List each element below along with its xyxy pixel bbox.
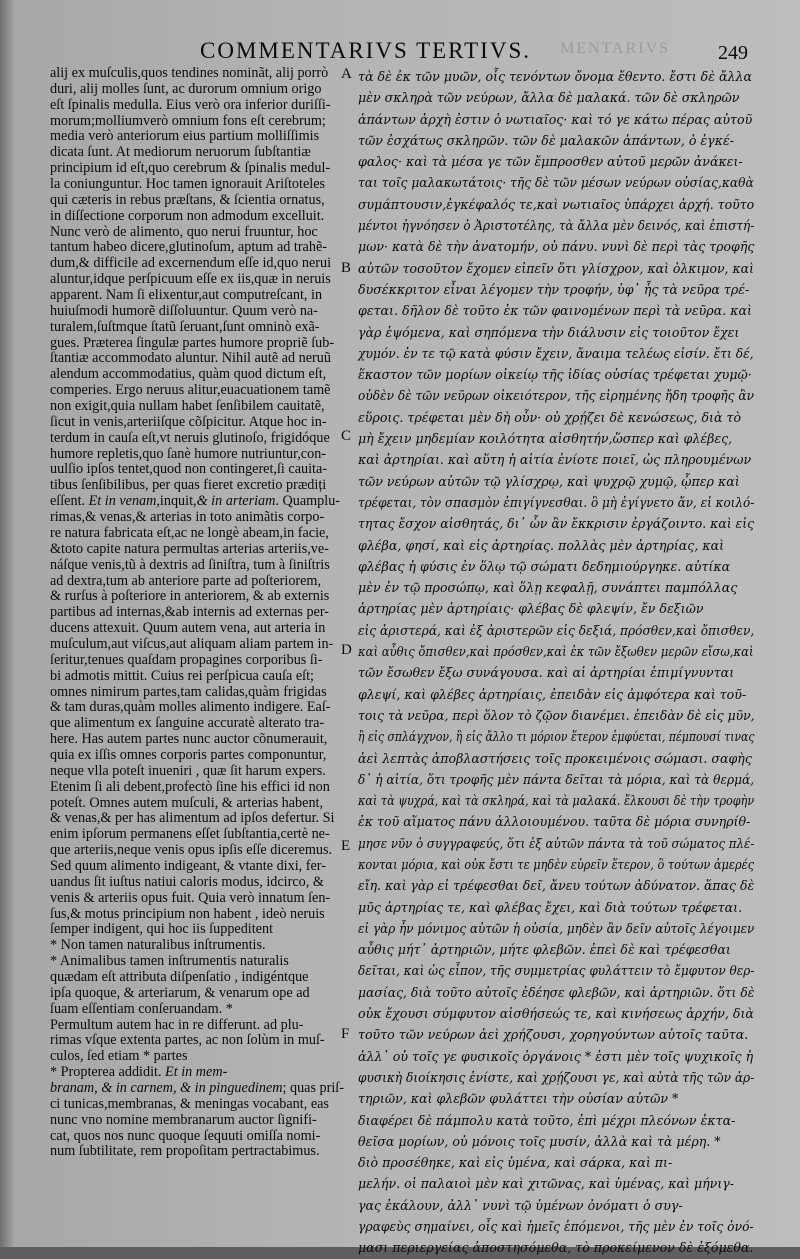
- latin-line: ſicut in venis,arteriiſque cõſpicitur. Atque hoc in-: [50, 413, 327, 430]
- latin-line: tantum habeo dicere,glutinoſum, aptum ad trahẽ-: [50, 239, 327, 256]
- latin-line: quia ex iſſis omnes corporis partes componuntur,: [50, 746, 327, 763]
- greek-line: δεῖται, καὶ ὡς εἶπον, τῆς συμμετρίας φυλάττειν τὸ ἔμφυτον θερ-: [358, 963, 755, 979]
- latin-line: * Non tamen naturalibus inſtrumentis.: [50, 937, 266, 954]
- greek-line: καὶ ἀρτηρίαι. καὶ αὕτη ἡ αἰτία ἐνίοτε ποιεῖ, ὡς πληρουμένων: [358, 452, 752, 468]
- latin-line: enim ipſorum permanens eſſet ſubſtantia,certè ne-: [50, 826, 330, 843]
- latin-line: ſtantiæ accommodato aluntur. Nihil autẽ ad neruũ: [50, 350, 331, 367]
- latin-line: ſus,& motus principium non habent , ideò neruis: [50, 905, 325, 922]
- greek-line: μέντοι ἠγνόησεν ὁ Ἀριστοτέλης, τὰ ἄλλα μὲν δεινός, καὶ ἐπιστή-: [358, 218, 755, 234]
- greek-line: δυσέκκριτον εἶναι λέγομεν τὴν τροφήν, ὑφ᾽ ἧς τὰ νεῦρα τρέ-: [358, 281, 750, 297]
- greek-line: μὲν ἐν τῷ προσώπῳ, καὶ ὅλῃ κεφαλῇ, συνάπτει παμπόλλας: [358, 580, 738, 596]
- latin-line: & rurſus à poſteriore in anteriorem, & ab externis: [50, 588, 330, 605]
- greek-line: μησε νῦν ὁ συγγραφεύς, ὅτι ἐξ αὐτῶν πάντα τὰ τοῦ σώματος πλέ-: [358, 835, 755, 851]
- greek-line: φλεψί, καὶ φλέβες ἀρτηρίαις, ἐπειδὰν εἰς ἀμφότερα καὶ τοῦ-: [358, 686, 747, 702]
- greek-line: εἰ γὰρ ἦν μόνιμος αὐτῶν ἡ οὐσία, μηδὲν ἂν δεῖν αὐτοῖς λέγοιμεν: [358, 920, 755, 936]
- greek-line: τῶν ἐσχάτως σκληρῶν. τῶν δὲ μαλακῶν ἁπάντων, ὁ ἐγκέ-: [358, 132, 734, 148]
- latin-line: num ſubtilitate, rem propoſitam pertractabimus.: [50, 1143, 320, 1160]
- greek-line: ἀρτηρίας μὲν ἀρτηρίαις· φλέβας δὲ φλεψίν, ἔν δεξιῶν: [358, 601, 704, 617]
- greek-line: θεῖσα μορίων, οὐ μόνοις τοῖς μυσίν, ἀλλὰ καὶ τὰ μέρη. *: [358, 1133, 721, 1149]
- latin-line: muſculum,aut viſcus,aut aliquam aliam partem in-: [50, 635, 334, 652]
- latin-line: branam, & in carnem, & in pinguedinem; quas priſ-: [50, 1080, 344, 1096]
- greek-line: φλέβα, φησί, καὶ εἰς ἀρτηρίας. πολλὰς μὲν ἀρτηρίας, καὶ: [358, 537, 725, 553]
- greek-line: οὐδὲν δὲ τῶν νεῦρων οἰκειότερον, τῆς εἰρημένης ἤδη τροφῆς ἂν: [358, 388, 754, 404]
- latin-line: in diſſectione corporum non admodum excelluit.: [50, 207, 325, 224]
- margin-letter: E: [341, 838, 351, 854]
- greek-line: μῦς ἀρτηρίας τε, καὶ φλέβας ἔχει, καὶ διὰ τούτων τρέφεται.: [358, 899, 743, 915]
- latin-line: ſemper indigent, qui hoc iis ſuppeditent: [50, 921, 274, 938]
- latin-line: bi admotis mittit. Cuius rei perſpicua cauſa eſt;: [50, 667, 314, 684]
- greek-line: ἐκ τοῦ αἵματος πάνυ ἀλλοιουμένου. ταῦτα δὲ μόρια συνηρίθ-: [358, 814, 751, 830]
- greek-line: διαφέρει δὲ πάμπολυ κατὰ τοῦτο, ἐπὶ μέχρι πλεόνων ἐκτα-: [358, 1112, 736, 1128]
- greek-line: εἰς ἀριστερά, καὶ ἐξ ἀριστερῶν εἰς δεξιά, πρόσθεν,καὶ ὄπισθεν,: [358, 622, 755, 638]
- latin-line: tibus ſenſibilibus, per quas fieret excretio prædiți: [50, 477, 327, 494]
- latin-line: eſſent. Et in venam,inquit,& in arteriam. Quamplu-: [50, 493, 341, 510]
- greek-line: μασι περιεργείας ἀποστησόμεθα, τὸ προκείμενον δὲ ἐξόμεθα.: [358, 1240, 754, 1256]
- latin-line: náſque venis,tũ à dextris ad ſiniſtra, tum à ſiniſtris: [50, 556, 330, 573]
- greek-line: ται τοῖς μαλακωτάτοις· τῆς δὲ τῶν μέσων νεύρων οὐσίας,καθὰ: [358, 175, 754, 191]
- greek-text-column: [358, 66, 756, 1256]
- greek-line: εὕροις. τρέφεται μὲν δὴ οὖν· οὐ χρῄζει δὲ κενώσεως, διὰ τὸ: [358, 409, 742, 425]
- greek-line: ἁπάντων ἀρχὴ ἐστιν ὁ νωτιαῖος· καὶ τό γε κάτω πέρας αὐτοῦ: [358, 111, 753, 127]
- latin-line: morum;molliumverò omnium fons eſt cerebrum;: [50, 112, 326, 129]
- greek-line: φαλος· καὶ τὰ μέσα γε τῶν ἔμπροσθεν αὐτοῦ μερῶν ἀνάκει-: [358, 154, 743, 170]
- margin-letter: A: [341, 66, 352, 82]
- latin-line: terdum in cauſa eſt,vt neruis glutinoſo, frigidóque: [50, 429, 330, 446]
- latin-line: culos, ſed etiam * partes: [50, 1048, 188, 1065]
- greek-line: μων· κατὰ δὲ τὴν ἀνατομήν, οὐ πάνυ. νυνὶ δὲ περὶ τὰς τροφῆς: [358, 239, 755, 255]
- latin-line: partibus ad internas,&ab internis ad externas per-: [50, 604, 330, 621]
- greek-line: τῶν νεύρων αὐτῶν τῷ γλίσχρῳ, καὶ ψυχρῷ χυμῷ, ᾧπερ καὶ: [358, 473, 740, 489]
- greek-line: τητας ἔσχον αἰσθητάς, δι᾽ ὧν ἂν ἔκκρισιν ἐργάζοιντο. καὶ εἰς: [358, 516, 755, 532]
- latin-line: non exigit,quia nullam habet ſenſibilem cauitatẽ,: [50, 398, 325, 415]
- latin-line: venis & arteriis opus fuit. Quia verò innatum ſen-: [50, 889, 331, 906]
- greek-line: τοῦτο τῶν νεύρων ἀεὶ χρήζουσι, χορηγούντων αὐτοῖς ταῦτα.: [358, 1027, 749, 1043]
- greek-line: μελήν. οἱ παλαιοὶ μὲν καὶ χιτῶνας, καὶ ὑμένας, καὶ μήνιγ-: [358, 1176, 735, 1192]
- latin-line: uandus ſit iuſtus natiui caloris modus, idcirco, &: [50, 873, 324, 890]
- page-header: [0, 38, 800, 68]
- greek-line: γὰρ ἑψόμενα, καὶ σηπόμενα τὴν διάλυσιν εἰς τοιοῦτον ἔχει: [358, 324, 740, 340]
- latin-line: que alimentum ex ſanguine accuratè alterato tra-: [50, 715, 325, 732]
- latin-line: Etenim ſi ali debent,profectò ſine his effici id non: [50, 778, 330, 795]
- greek-line: ἢ εἰς σπλάγχνον, ἢ εἰς ἄλλο τι μόριον ἕτερον ἐμφύεται, πέμπουσί τινας: [358, 729, 755, 745]
- latin-line: & tam duras,quàm molles alimento indigere. Eaſ-: [50, 699, 331, 716]
- latin-line: huiuſmodi humorẽ diſſoluuntur. Quum verò na-: [50, 302, 318, 319]
- latin-line: ipſa quoque, & arteriarum, & venarum ope ad: [50, 984, 310, 1001]
- latin-line: Permultum autem hac in re differunt. ad plu-: [50, 1016, 304, 1033]
- latin-line: ſuam eſſentiam conſeruandam. *: [50, 1000, 233, 1017]
- latin-line: turalem,ſuſtmque ſtatũ ſeruant,ſunt omninò exã-: [50, 318, 320, 335]
- latin-line: eſt ſpinalis medulla. Eius verò ora inferior duriſſi-: [50, 96, 331, 113]
- margin-letter: D: [341, 642, 352, 658]
- latin-line: Nunc verò de alimento, quo nerui fruuntur, hoc: [50, 223, 318, 240]
- greek-line: κονται μόρια, καὶ οὐκ ἔστι τε μηδὲν εὑρεῖν ἕτερον, ὃ τούτων ἀμερές: [358, 856, 755, 872]
- latin-line: alendum accommodatius, quàm quod dictum eſt,: [50, 366, 327, 383]
- greek-line: γραφεὺς σημαίνει, οἷς καὶ ἡμεῖς ἑπόμενοι, τῆς μὲν ἐν τοῖς ὀνό-: [358, 1219, 754, 1235]
- latin-line: * Propterea addidit. Et in mem-: [50, 1064, 228, 1081]
- greek-line: τηριῶν, καὶ φλεβῶν φυλάττει τὴν οὐσίαν αὐτῶν *: [358, 1091, 679, 1107]
- greek-line: οὐκ ἔχουσι σύμφυτον αἰσθήσεώς τε, καὶ κινήσεως ἀρχήν, διὰ: [358, 1006, 754, 1022]
- page-number: 249: [718, 42, 748, 64]
- latin-line: Sed quum alimento indigeant, & vtante dixi, fer-: [50, 857, 326, 874]
- greek-line: διὸ προσέθηκε, καὶ εἰς ὑμένα, καὶ σάρκα, καὶ πι-: [358, 1155, 673, 1171]
- margin-letter: B: [341, 260, 352, 276]
- greek-line: τὰ δὲ ἐκ τῶν μυῶν, οἷς τενόντων ὄνομα ἔθεντο. ἔστι δὲ ἄλλα: [358, 69, 752, 84]
- latin-line: &toto capite natura permultas arterias arteriis,ve-: [50, 540, 329, 557]
- greek-line: ἀλλ᾽ οὐ τοῖς γε φυσικοῖς ὀργάνοις * ἐστι μὲν τοῖς ψυχικοῖς ἡ: [358, 1048, 754, 1064]
- latin-line: rimas vſque extenta partes, ac non ſolùm in muſ-: [50, 1032, 325, 1049]
- greek-line: φλέβας ἡ φύσις ἐν ὅλῳ τῷ σώματι δεδημιούργηκε. αὐτίκα: [358, 558, 731, 574]
- latin-line: principium id eſt,quo cerebrum & ſpinalis medul-: [50, 160, 331, 177]
- latin-line: re natura fabricata eſt,ac ne longè abeam,in facie,: [50, 524, 329, 541]
- latin-line: quædam eſt attributa diſpenſatio , indigéntque: [50, 968, 309, 985]
- latin-line: qui cæteris in rebus præſtans, & ſcientia ornatus,: [50, 191, 325, 208]
- greek-line: γας ἐκάλουν, ἀλλ᾽ νυνὶ τῷ ὑμένων ὀνόματι ὁ συγ-: [358, 1197, 683, 1213]
- latin-line: alij ex muſculis,quos tendines nominãt, alij porrò: [50, 65, 329, 81]
- latin-line: here. Has autem partes nunc auctor cõnumerauit,: [50, 731, 328, 748]
- latin-line: poteſt. Omnes autem muſculi, & arterias habent,: [50, 794, 324, 811]
- latin-line: ci tunicas,membranas, & meningas vocabant, eas: [50, 1095, 329, 1112]
- latin-line: & venas,& per has alimentum ad ipſos defertur. Si: [50, 810, 335, 827]
- greek-line: τῶν ἔσωθεν ἔξω συνάγουσα. καὶ αἱ ἀρτηρίαι ἐπιμίγνυνται: [358, 665, 735, 681]
- latin-line: apparent. Nam ſi elixentur,aut computreſcant, in: [50, 287, 323, 304]
- greek-line: χυμόν. ἐν τε τῷ κατὰ φύσιν ἔχειν, ἄναιμα τελέως εἰσίν. ἔτι δέ,: [358, 345, 754, 361]
- latin-line: uulſio ipſos tentet,quod non contingeret,ſi cauita-: [50, 461, 327, 478]
- greek-line: ἕκαστον τῶν μορίων οἰκείῳ τῆς ἰδίας οὐσίας τρέφεται χυμῷ·: [358, 367, 752, 383]
- latin-line: media verò anteriorum eius partium molliſſimis: [50, 128, 320, 145]
- greek-line: μὴ ἔχειν μηδεμίαν κοιλότητα αἰσθητήν,ὥσπερ καὶ φλέβες,: [358, 431, 733, 447]
- latin-line: duri, alij molles ſunt, ac durorum omnium origo: [50, 80, 322, 97]
- latin-line: omnes nimirum partes,tam calidas,quàm frigidas: [50, 683, 327, 700]
- latin-line: cat, quos nos nunc quoque ſequuti omiſſa nomi-: [50, 1127, 321, 1144]
- margin-letter: C: [341, 428, 352, 444]
- latin-line: aluntur,idque perſpicuum eſſe ex iis,quæ in neruis: [50, 271, 331, 288]
- latin-line: comperies. Ergo neruus alitur,euacuationem tamẽ: [50, 382, 331, 399]
- latin-line: ad dextra,tum ab anteriore parte ad poſteriorem,: [50, 572, 322, 589]
- latin-line: humore repletis,quo ſanè humore nutriuntur,con-: [50, 445, 327, 462]
- running-title: COMMENTARIVS TERTIVS.: [200, 38, 531, 63]
- greek-line: συμάπτουσιν,ἐγκέφαλός τε,καὶ νωτιαῖος ὑπάρχει ἀρχή. τοῦτο: [358, 196, 755, 212]
- latin-line: la coniunguntur. Hoc tamen ignorauit Ariſtoteles: [50, 176, 326, 193]
- latin-line: ſeritur,tenues quaſdam propagines corporibus ſi-: [50, 651, 323, 668]
- margin-letter: F: [341, 1026, 350, 1042]
- greek-line: καὶ τὰ ψυχρά, καὶ τὰ σκληρά, καὶ τὰ μαλακά. ἕλκουσι δὲ τὴν τροφὴν: [358, 793, 755, 809]
- greek-line: φυσικὴ διοίκησις ἐνίστε, καὶ χρῄζουσι γε, καὶ αὐτὰ τῆς τῶν ἀρ-: [358, 1069, 755, 1085]
- greek-line: αὐτῶν τοσοῦτον ἔχομεν εἰπεῖν ὅτι γλίσχρον, καὶ ὁλκιμον, καὶ: [358, 260, 754, 276]
- greek-line: δ᾽ ἡ αἰτία, ὅτι τροφῆς μὲν πάντα δεῖται τὰ μόρια, καὶ τὰ θερμά,: [358, 771, 755, 787]
- latin-line: ducens attexuit. Quum autem vena, aut arteria in: [50, 620, 326, 637]
- latin-commentary-column: [50, 65, 351, 1216]
- latin-line: * Animalibus tamen inſtrumentis naturalis: [50, 953, 289, 970]
- page-gutter-shadow: [0, 0, 14, 1247]
- greek-line: τρέφεται, τὸν σπασμὸν ἐπιγίγνεσθαι. ὃ μὴ ἐγίγνετο ἄν, εἰ κοιλό-: [358, 494, 755, 510]
- greek-line: φεται. δῆλον δὲ τοῦτο ἐκ τῶν φαινομένων περὶ τὰ νεῦρα. καὶ: [358, 303, 752, 319]
- latin-line: neque vlla poteſt inueniri , quæ ſit harum expers.: [50, 762, 326, 779]
- bleed-through-text: MENTARIVS: [560, 40, 671, 57]
- greek-line: τοις τὰ νεῦρα, περὶ ὅλον τὸ ζῷον διανέμει. ἐπειδὰν δὲ εἰς μῦν,: [358, 707, 755, 723]
- latin-line: dicata ſunt. At mediorum neruorum ſubſtantiæ: [50, 144, 311, 161]
- greek-line: μὲν σκληρὰ τῶν νεύρων, ἄλλα δὲ μαλακά. τῶν δὲ σκληρῶν: [358, 90, 740, 106]
- greek-line: αὖθις μήτ᾽ ἀρτηριῶν, μήτε φλεβῶν. ἐπεὶ δὲ καὶ τρέφεσθαι: [358, 942, 731, 958]
- greek-line: εἴη. καὶ γὰρ εἰ τρέφεσθαι δεῖ, ἄνευ τούτων ἀδύνατον. ἅπας δὲ: [358, 878, 755, 894]
- latin-line: nunc vno nomine membranarum auctor ſignifi-: [50, 1111, 317, 1128]
- latin-line: que arteriis,neque venis opus ipſis eſſe diceremus.: [50, 842, 333, 859]
- latin-line: rimas,& venas,& arterias in toto animãtis corpo-: [50, 509, 325, 526]
- greek-line: μασίας, διὰ τοῦτο αὐτοῖς ἐδέησε φλεβῶν, καὶ ἀρτηριῶν. ὅτι δὲ: [358, 984, 755, 1000]
- greek-line: ἀεὶ λεπτὰς ἀποβλαστήσεις τοῖς προκειμένοις σώμασι. σαφὴς: [358, 750, 752, 766]
- greek-line: καὶ αὖθις ὄπισθεν,καὶ πρόσθεν,καὶ ἐκ τῶν ἔξωθεν μερῶν εἴσω,καὶ: [358, 644, 754, 660]
- latin-line: gues. Præterea ſingulæ partes humore propriẽ ſub-: [50, 334, 335, 351]
- latin-line: dum,& difficile ad excernendum eſſe id,quo nerui: [50, 255, 332, 272]
